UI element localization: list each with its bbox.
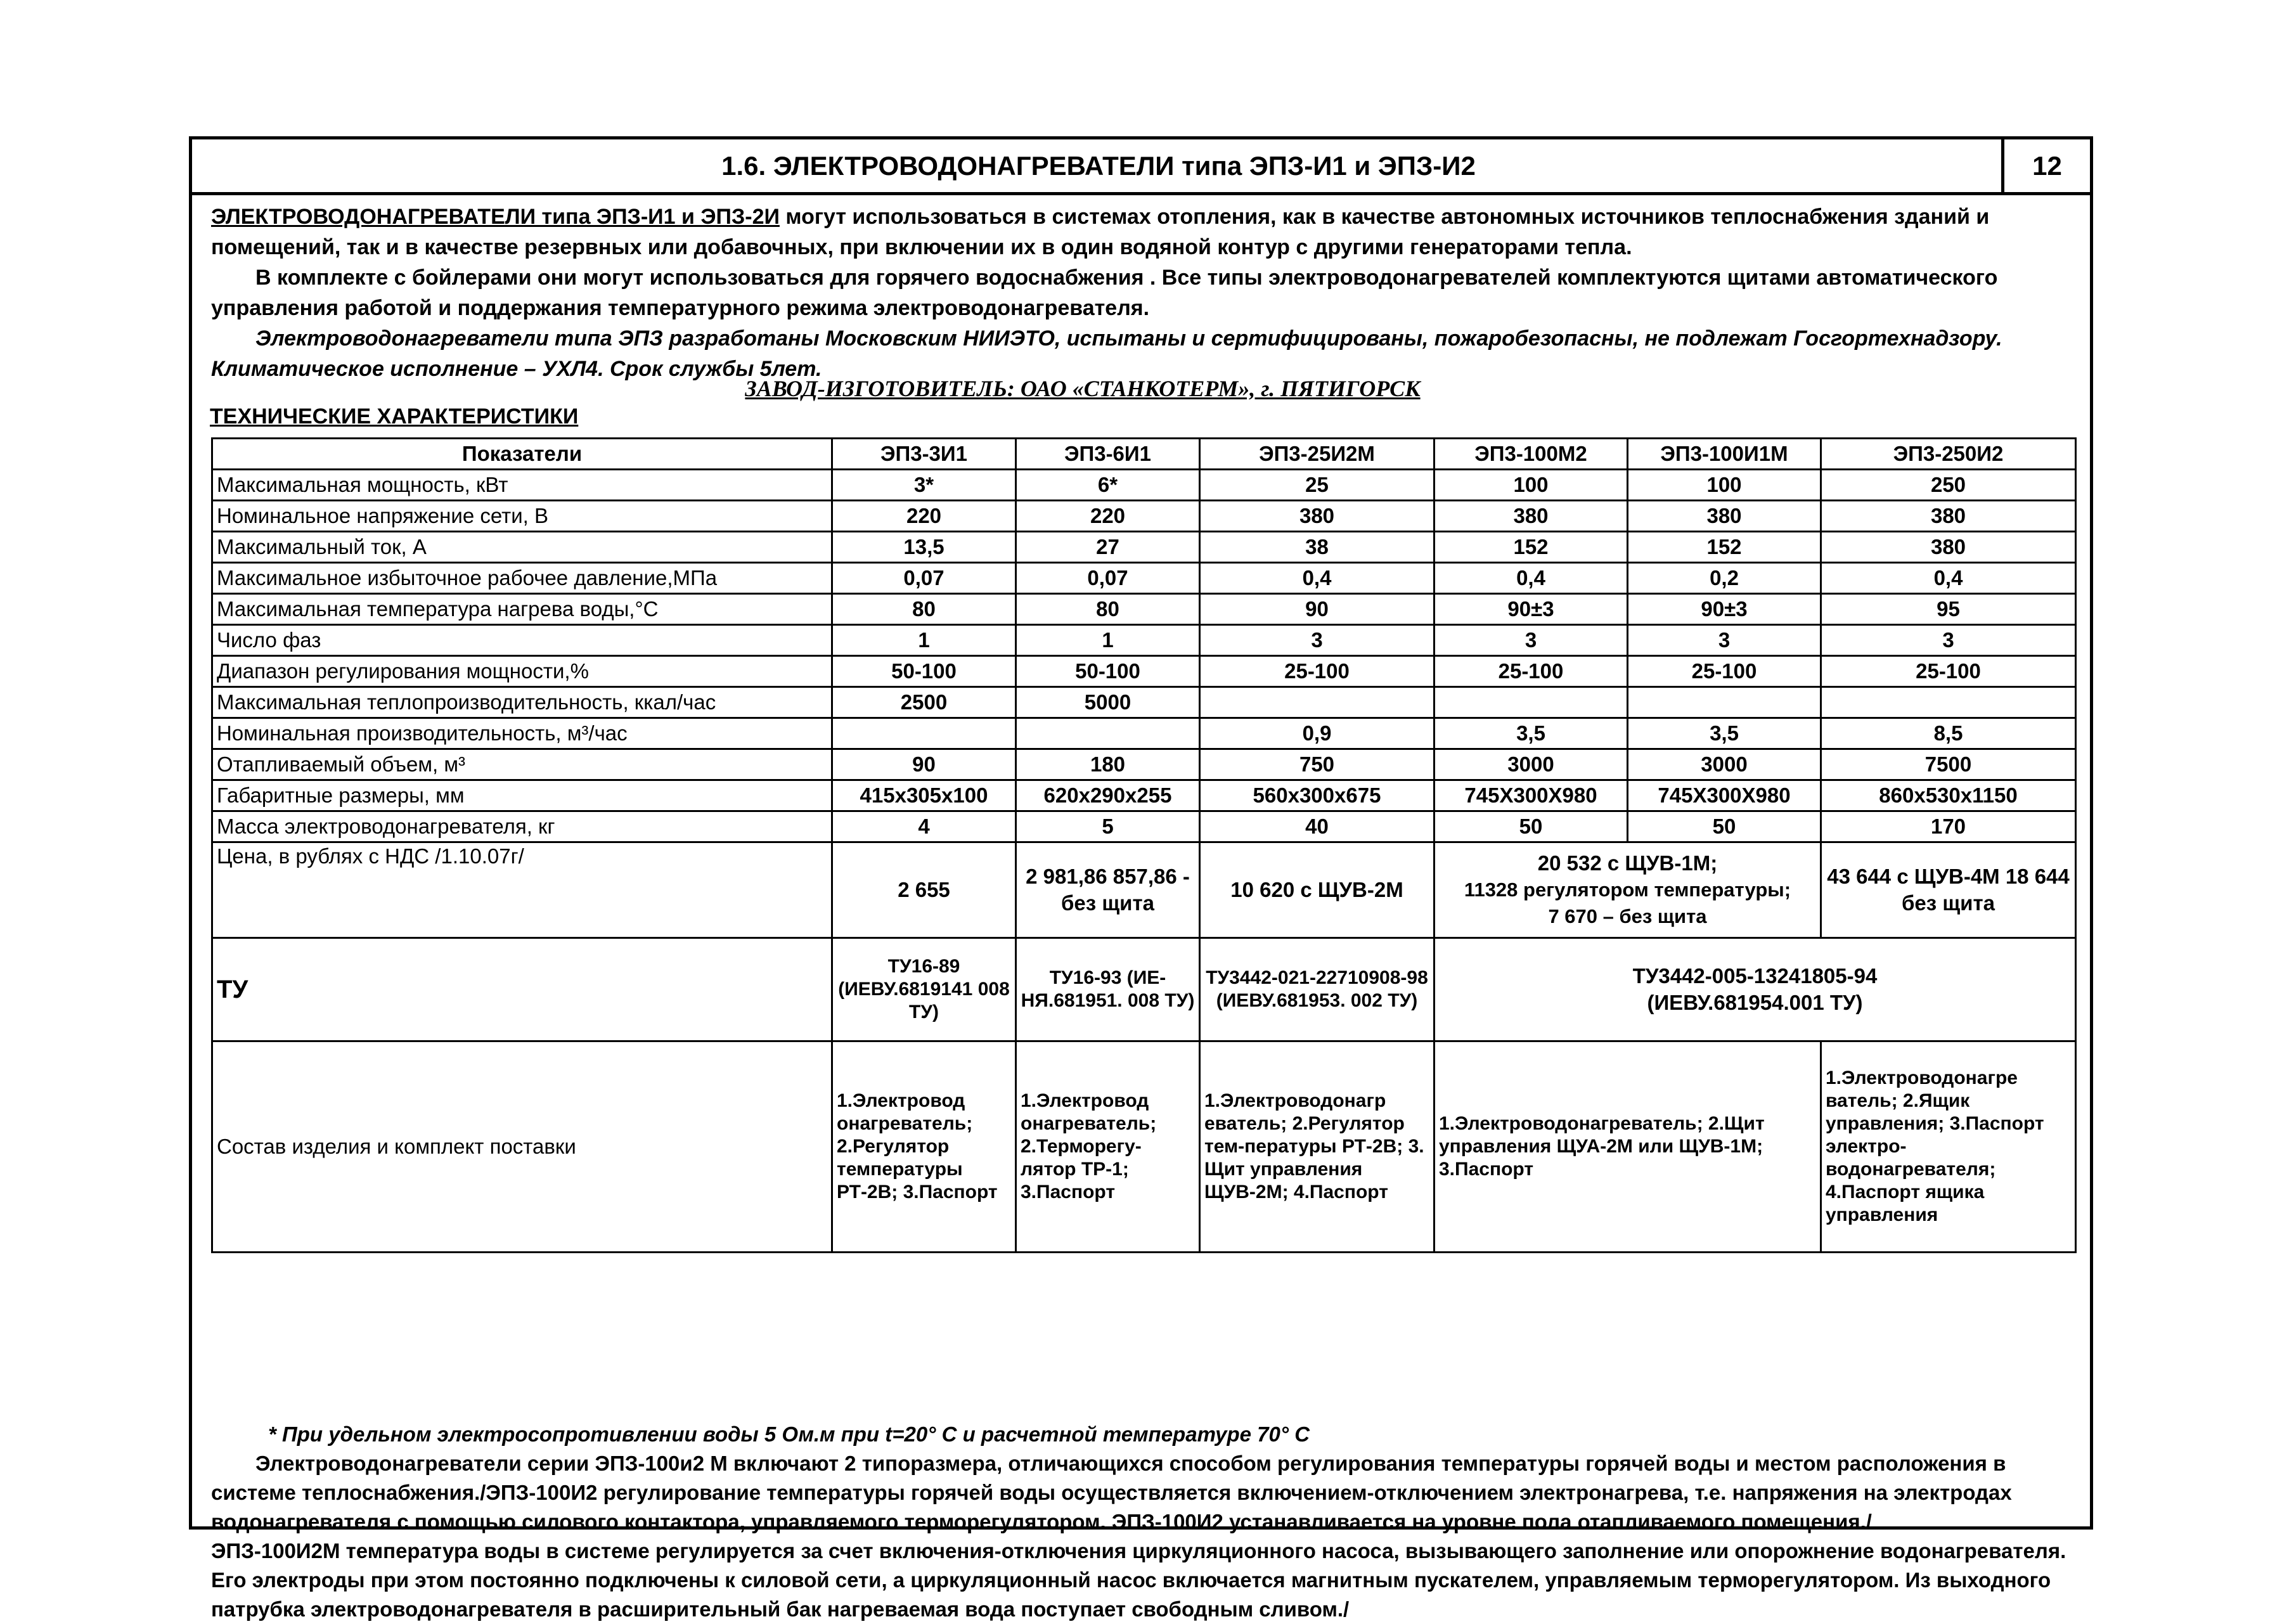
parameter-name: Номинальное напряжение сети, В (212, 501, 832, 532)
kit-label: Состав изделия и комплект поставки (212, 1041, 832, 1253)
table-row (212, 718, 2076, 749)
parameter-value: 8,5 (1821, 718, 2076, 749)
parameter-value: 0,4 (1434, 563, 1628, 594)
intro-paragraph-1 (211, 202, 2075, 262)
table-row (212, 780, 2076, 811)
parameter-value: 90±3 (1434, 594, 1628, 625)
column-header-model: ЭП3-3И1 (832, 439, 1016, 470)
price-cell: 43 644 с ЩУВ-4М 18 644 без щита (1821, 842, 2076, 938)
parameter-value: 3 (1200, 625, 1434, 656)
parameter-value (1821, 687, 2076, 718)
table-header-row (212, 439, 2076, 470)
parameter-value: 13,5 (832, 532, 1016, 563)
parameter-value: 38 (1200, 532, 1434, 563)
parameter-value: 0,07 (1016, 563, 1200, 594)
footnote: * При удельном электросопротивлении воды 5 Ом.м при t=20° С и расчетной температуре 70° С (268, 1422, 1310, 1446)
tu-cell: ТУ16-89 (ИЕВУ.6819141 008 ТУ) (832, 938, 1016, 1041)
parameter-name: Число фаз (212, 625, 832, 656)
parameter-value: 3* (832, 470, 1016, 501)
parameter-value: 5000 (1016, 687, 1200, 718)
parameter-value: 0,4 (1821, 563, 2076, 594)
parameter-value: 25 (1200, 470, 1434, 501)
page-title: 1.6. ЭЛЕКТРОВОДОНАГРЕВАТЕЛИ типа ЭПЗ-И1 и ЭПЗ-И2 (721, 150, 1476, 181)
page-number: 12 (2001, 139, 2090, 192)
notes (211, 1420, 2075, 1624)
parameter-value: 220 (1016, 501, 1200, 532)
parameter-name: Масса электроводонагревателя, кг (212, 811, 832, 842)
price-line: 11328 регулятором температуры; (1464, 879, 1791, 901)
parameter-value: 90 (1200, 594, 1434, 625)
intro-paragraph-2: В комплекте с бойлерами они могут использоваться для горячего водоснабжения . Все типы электроводонагревателей комплектуются щитами автоматического управления работой и поддержания температурного режима электроводонагревателя. (211, 266, 1998, 320)
parameter-value: 7500 (1821, 749, 2076, 780)
kit-cell: 1.Электровод онагреватель; 2.Терморегу-лятор ТР-1; 3.Паспорт (1016, 1041, 1200, 1253)
specs-heading: ТЕХНИЧЕСКИЕ ХАРАКТЕРИСТИКИ (210, 404, 579, 429)
table-row (212, 563, 2076, 594)
table-row (212, 470, 2076, 501)
kit-row (212, 1041, 2076, 1253)
parameter-value: 50 (1628, 811, 1821, 842)
price-row (212, 842, 2076, 938)
parameter-value: 27 (1016, 532, 1200, 563)
parameter-value: 25-100 (1200, 656, 1434, 687)
parameter-value (1016, 718, 1200, 749)
table-row (212, 501, 2076, 532)
column-header-model: ЭП3-6И1 (1016, 439, 1200, 470)
parameter-value: 50-100 (832, 656, 1016, 687)
parameter-value: 560x300x675 (1200, 780, 1434, 811)
parameter-value: 3000 (1434, 749, 1628, 780)
price-line: 20 532 с ЩУВ-1М; (1537, 851, 1718, 875)
parameter-value: 80 (1016, 594, 1200, 625)
price-cell (1434, 842, 1821, 938)
kit-cell: 1.Электроводонагр еватель; 2.Регулятор тем-пературы РТ-2В; 3. Щит управления ЩУВ-2М; 4.Паспорт (1200, 1041, 1434, 1253)
parameter-name: Максимальный ток, А (212, 532, 832, 563)
price-cell: 2 655 (832, 842, 1016, 938)
parameter-value: 0,4 (1200, 563, 1434, 594)
table-row (212, 594, 2076, 625)
parameter-value: 3,5 (1628, 718, 1821, 749)
parameter-name: Максимальная мощность, кВт (212, 470, 832, 501)
parameter-value: 3,5 (1434, 718, 1628, 749)
table-row (212, 687, 2076, 718)
tu-cell (1434, 938, 2076, 1041)
column-header-model: ЭП3-250И2 (1821, 439, 2076, 470)
intro-lead: ЭЛЕКТРОВОДОНАГРЕВАТЕЛИ типа ЭПЗ-И1 и ЭПЗ-2И (211, 205, 780, 229)
parameter-value: 380 (1821, 501, 2076, 532)
parameter-value: 25-100 (1434, 656, 1628, 687)
tu-cell: ТУ16-93 (ИЕ-НЯ.681951. 008 ТУ) (1016, 938, 1200, 1041)
parameter-value: 380 (1200, 501, 1434, 532)
parameter-value: 90 (832, 749, 1016, 780)
price-cell: 2 981,86 857,86 - без щита (1016, 842, 1200, 938)
parameter-value: 250 (1821, 470, 2076, 501)
parameter-value: 100 (1434, 470, 1628, 501)
parameter-value: 220 (832, 501, 1016, 532)
tu-line: ТУ3442-005-13241805-94 (1632, 964, 1878, 988)
parameter-value: 180 (1016, 749, 1200, 780)
kit-cell: 1.Электроводонагре ватель; 2.Ящик управления; 3.Паспорт электро-водонагревателя; 4.Паспорт ящика управления (1821, 1041, 2076, 1253)
parameter-value: 100 (1628, 470, 1821, 501)
parameter-value (1628, 687, 1821, 718)
parameter-value: 380 (1821, 532, 2076, 563)
parameter-name: Максимальное избыточное рабочее давление,МПа (212, 563, 832, 594)
parameter-value: 745X300X980 (1628, 780, 1821, 811)
table-row (212, 749, 2076, 780)
parameter-value: 50 (1434, 811, 1628, 842)
parameter-value (1434, 687, 1628, 718)
parameter-value: 745X300X980 (1434, 780, 1628, 811)
parameter-value: 152 (1434, 532, 1628, 563)
parameter-value: 0,2 (1628, 563, 1821, 594)
parameter-value: 415x305x100 (832, 780, 1016, 811)
parameter-value: 2500 (832, 687, 1016, 718)
parameter-value: 6* (1016, 470, 1200, 501)
parameter-name: Номинальная производительность, м³/час (212, 718, 832, 749)
parameter-value: 3 (1628, 625, 1821, 656)
parameter-value: 4 (832, 811, 1016, 842)
parameter-value: 380 (1628, 501, 1821, 532)
tu-line: (ИЕВУ.681954.001 ТУ) (1647, 991, 1863, 1014)
note-2: ЭПЗ-100И2М температура воды в системе регулируется за счет включения-отключения циркуляционного насоса, вызывающего заполнение или опорожнение водонагревателя. Его электроды при этом постоянно подключены к силовой сети, а циркуляционный насос включается магнитным пускателем, управляемым терморегулятором. Из выходного патрубка электроводонагревателя в расширительный бак нагреваемая вода поступает свободным сливом./ (211, 1539, 2066, 1621)
parameter-value: 80 (832, 594, 1016, 625)
title-bar (192, 139, 2090, 195)
tu-row (212, 938, 2076, 1041)
parameter-value: 50-100 (1016, 656, 1200, 687)
intro-paragraph-3: Электроводонагреватели типа ЭПЗ разработаны Московским НИИЭТО, испытаны и сертифицированы, пожаробезопасны, не подлежат Госгортехнадзору. Климатическое исполнение – УХЛ4. Срок службы 5лет. (211, 326, 2002, 381)
column-header-model: ЭП3-100М2 (1434, 439, 1628, 470)
table-row (212, 656, 2076, 687)
parameter-name: Отапливаемый объем, м³ (212, 749, 832, 780)
price-cell: 10 620 с ЩУВ-2М (1200, 842, 1434, 938)
table-row (212, 811, 2076, 842)
parameter-value: 0,07 (832, 563, 1016, 594)
parameter-value: 5 (1016, 811, 1200, 842)
table-body (212, 470, 2076, 842)
parameter-value: 1 (1016, 625, 1200, 656)
parameter-name: Максимальная температура нагрева воды,°С (212, 594, 832, 625)
specs-table (211, 437, 2077, 1253)
parameter-value: 860x530x1150 (1821, 780, 2076, 811)
parameter-name: Габаритные размеры, мм (212, 780, 832, 811)
column-header-model: ЭП3-25И2М (1200, 439, 1434, 470)
tu-cell: ТУ3442-021-22710908-98 (ИЕВУ.681953. 002 ТУ) (1200, 938, 1434, 1041)
parameter-value: 152 (1628, 532, 1821, 563)
parameter-value: 380 (1434, 501, 1628, 532)
parameter-value: 40 (1200, 811, 1434, 842)
intro-rest: могут использоваться в системах отопления, как в качестве автономных источников теплоснабжения зданий и помещений, так и в качестве резервных или добавочных, при включении их в один водяной контур с другими генераторами тепла. (211, 205, 1990, 259)
table-row (212, 532, 2076, 563)
parameter-value: 25-100 (1628, 656, 1821, 687)
table-row (212, 625, 2076, 656)
manufacturer: ЗАВОД-ИЗГОТОВИТЕЛЬ: ОАО «СТАНКОТЕРМ», г. ПЯТИГОРСК (745, 376, 1421, 401)
kit-cell: 1.Электроводонагреватель; 2.Щит управления ЩУА-2М или ЩУВ-1М; 3.Паспорт (1434, 1041, 1821, 1253)
price-label: Цена, в рублях с НДС /1.10.07г/ (212, 842, 832, 938)
parameter-name: Диапазон регулирования мощности,% (212, 656, 832, 687)
note-1: Электроводонагреватели серии ЭПЗ-100и2 М включают 2 типоразмера, отличающихся способом регулирования температуры горячей воды и местом расположения в системе теплоснабжения./ЭПЗ-100И2 регулирование температуры горячей воды осуществляется включением-отключением электронагрева, т.е. напряжения на электродах водонагревателя с помощью силового контактора, управляемого терморегулятором. ЭПЗ-100И2 устанавливается на уровне пола отапливаемого помещения./ (211, 1452, 2012, 1533)
page-frame (189, 136, 2093, 1621)
parameter-value: 620x290x255 (1016, 780, 1200, 811)
parameter-value: 25-100 (1821, 656, 2076, 687)
parameter-name: Максимальная теплопроизводительность, ккал/час (212, 687, 832, 718)
price-line: 7 670 – без щита (1548, 905, 1707, 927)
parameter-value (1200, 687, 1434, 718)
column-header-model: ЭП3-100И1М (1628, 439, 1821, 470)
parameter-value: 3 (1821, 625, 2076, 656)
parameter-value: 95 (1821, 594, 2076, 625)
parameter-value (832, 718, 1016, 749)
parameter-value: 750 (1200, 749, 1434, 780)
intro-text (211, 202, 2075, 384)
column-header-parameter: Показатели (212, 439, 832, 470)
parameter-value: 170 (1821, 811, 2076, 842)
parameter-value: 0,9 (1200, 718, 1434, 749)
parameter-value: 3000 (1628, 749, 1821, 780)
parameter-value: 90±3 (1628, 594, 1821, 625)
tu-label: ТУ (212, 938, 832, 1041)
parameter-value: 3 (1434, 625, 1628, 656)
parameter-value: 1 (832, 625, 1016, 656)
kit-cell: 1.Электровод онагреватель; 2.Регулятор температуры РТ-2В; 3.Паспорт (832, 1041, 1016, 1253)
